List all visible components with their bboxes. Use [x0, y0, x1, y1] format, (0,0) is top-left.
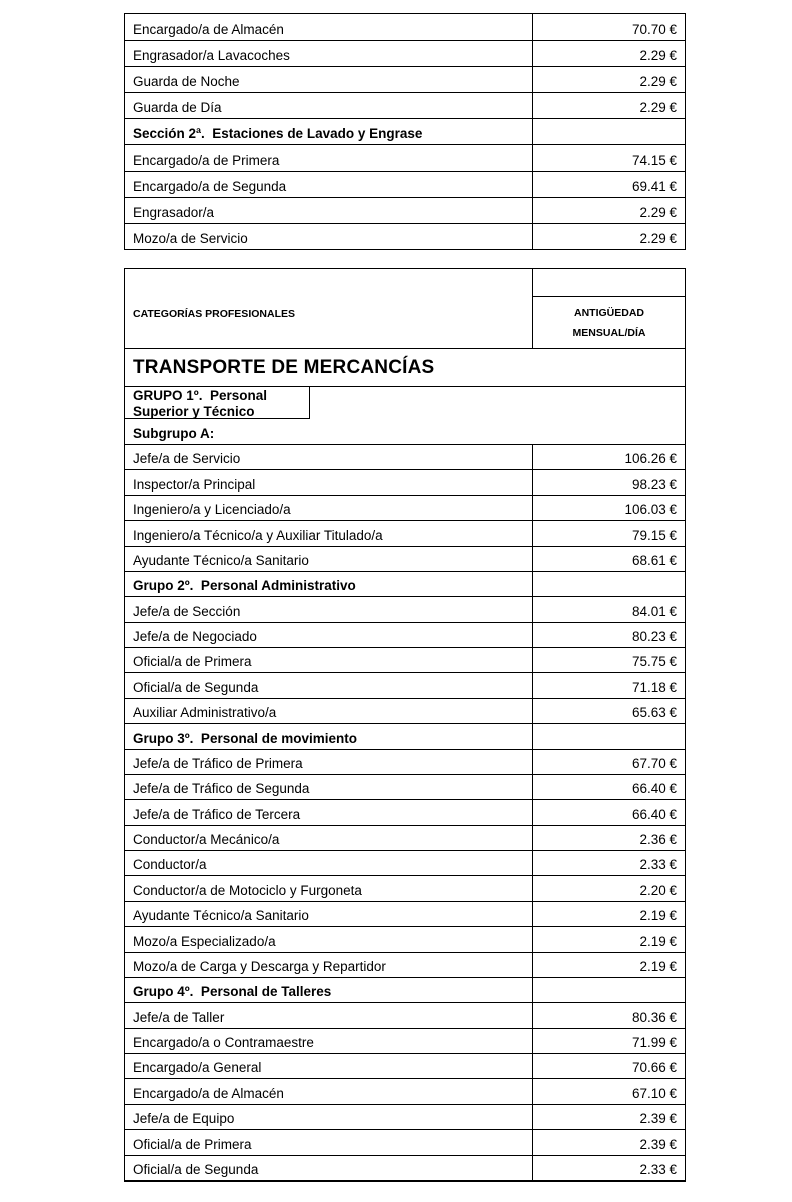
value-cell: 2.29 €	[639, 100, 677, 116]
table-row	[125, 92, 685, 118]
table-row	[125, 520, 685, 545]
value-cell: 65.63 €	[631, 705, 677, 721]
value-cell	[533, 978, 685, 1002]
category-cell: Jefe/a de Servicio	[125, 445, 533, 469]
category-cell: Jefe/a de Taller	[125, 1003, 533, 1027]
category-cell: Mozo/a de Carga y Descarga y Repartidor	[125, 953, 533, 977]
category-cell: Mozo/a de Servicio	[125, 224, 533, 249]
value-cell: 2.29 €	[639, 74, 677, 90]
category-cell: Mozo/a Especializado/a	[125, 927, 533, 951]
table-row	[125, 144, 685, 170]
table-row	[125, 850, 685, 875]
table-row	[125, 774, 685, 799]
table-row	[125, 952, 685, 977]
value-cell: 70.70 €	[631, 22, 677, 38]
antiguedad-line2: MENSUAL/DÍA	[572, 326, 646, 339]
table-row	[125, 875, 685, 900]
value-cell: 66.40 €	[631, 781, 677, 797]
category-cell: Engrasador/a	[125, 198, 533, 223]
value-cell: 2.20 €	[639, 882, 677, 898]
table-row	[125, 596, 685, 621]
value-cell: 80.36 €	[631, 1009, 677, 1025]
table-row	[125, 1028, 685, 1053]
category-cell: Conductor/a Mecánico/a	[125, 826, 533, 850]
category-cell: Auxiliar Administrativo/a	[125, 699, 533, 723]
value-cell: 67.10 €	[631, 1085, 677, 1101]
table-row	[125, 546, 685, 571]
category-cell: Ayudante Técnico/a Sanitario	[125, 547, 533, 571]
category-cell: Encargado/a de Primera	[125, 145, 533, 170]
category-cell: Oficial/a de Primera	[125, 1130, 533, 1154]
category-cell: Conductor/a de Motociclo y Furgoneta	[125, 876, 533, 900]
table-row	[125, 901, 685, 926]
category-cell: Inspector/a Principal	[125, 470, 533, 494]
value-cell: 106.26 €	[624, 451, 677, 467]
value-cell: 84.01 €	[631, 603, 677, 619]
category-cell: Ingeniero/a Técnico/a y Auxiliar Titulado/a	[125, 521, 533, 545]
category-cell: Jefe/a de Negociado	[125, 623, 533, 647]
column-header-antiguedad	[533, 269, 685, 348]
value-cell: 66.40 €	[631, 806, 677, 822]
category-cell: Guarda de Noche	[125, 67, 533, 92]
value-cell: 2.33 €	[639, 857, 677, 873]
table-row	[125, 444, 685, 469]
table-title: TRANSPORTE DE MERCANCÍAS	[125, 348, 685, 386]
value-cell: 2.19 €	[639, 958, 677, 974]
value-cell: 2.29 €	[639, 204, 677, 220]
table-row	[125, 1129, 685, 1154]
category-cell: Oficial/a de Segunda	[125, 673, 533, 697]
category-cell: Oficial/a de Segunda	[125, 1156, 533, 1180]
table-row	[125, 171, 685, 197]
column-header-categories-label: CATEGORÍAS PROFESIONALES	[133, 307, 295, 320]
category-cell: Oficial/a de Primera	[125, 648, 533, 672]
antiguedad-line1: ANTIGÜEDAD	[574, 307, 644, 320]
value-cell: 79.15 €	[631, 527, 677, 543]
value-cell: 106.03 €	[624, 502, 677, 518]
value-cell: 2.19 €	[639, 933, 677, 949]
table-row	[125, 1104, 685, 1129]
subgroup-a-row: Subgrupo A:	[133, 426, 215, 441]
value-cell: 2.39 €	[639, 1136, 677, 1152]
column-header-antiguedad-label	[533, 297, 685, 348]
value-cell: 2.39 €	[639, 1111, 677, 1127]
value-cell: 68.61 €	[631, 552, 677, 568]
value-cell: 67.70 €	[631, 755, 677, 771]
table-header-row	[125, 269, 685, 348]
category-cell: Jefe/a de Tráfico de Primera	[125, 750, 533, 774]
table-row	[125, 926, 685, 951]
wage-table-main-rows	[125, 444, 685, 1180]
category-cell: Jefe/a de Tráfico de Tercera	[125, 800, 533, 824]
wage-table-main	[124, 268, 686, 1182]
value-cell: 80.23 €	[631, 629, 677, 644]
column-header-categories	[125, 269, 533, 348]
category-cell: Engrasador/a Lavacoches	[125, 41, 533, 66]
category-cell: Encargado/a General	[125, 1054, 533, 1078]
header-empty-cell	[533, 269, 685, 297]
value-cell	[533, 724, 685, 748]
value-cell	[533, 119, 685, 144]
table-row	[125, 622, 685, 647]
category-cell: Jefe/a de Sección	[125, 597, 533, 621]
group1-label-cell: GRUPO 1º. Personal Superior y Técnico	[125, 387, 310, 419]
table-row	[125, 1053, 685, 1078]
category-cell: Sección 2ª. Estaciones de Lavado y Engrase	[125, 119, 533, 144]
table-row	[125, 1078, 685, 1103]
value-cell: 71.18 €	[631, 679, 677, 695]
table-row	[125, 1155, 685, 1180]
value-cell: 75.75 €	[631, 654, 677, 670]
value-cell: 70.66 €	[631, 1060, 677, 1076]
category-cell: Jefe/a de Tráfico de Segunda	[125, 775, 533, 799]
value-cell: 2.33 €	[639, 1161, 677, 1177]
section-header-row	[125, 118, 685, 144]
category-cell: Encargado/a de Almacén	[125, 1079, 533, 1103]
category-cell: Encargado/a de Almacén	[125, 14, 533, 40]
table-row	[125, 14, 685, 40]
table-row	[125, 66, 685, 92]
table-row	[125, 647, 685, 672]
table-row	[125, 799, 685, 824]
value-cell: 98.23 €	[631, 476, 677, 492]
group1-header-row	[125, 386, 685, 419]
category-cell: Grupo 4º. Personal de Talleres	[125, 978, 533, 1002]
section-header-row	[125, 571, 685, 596]
table-row	[125, 672, 685, 697]
table-row	[125, 469, 685, 494]
value-cell: 69.41 €	[631, 178, 677, 194]
category-cell: Ayudante Técnico/a Sanitario	[125, 902, 533, 926]
category-cell: Ingeniero/a y Licenciado/a	[125, 496, 533, 520]
section-header-row	[125, 723, 685, 748]
wage-table-top	[124, 13, 686, 250]
category-cell: Grupo 3º. Personal de movimiento	[125, 724, 533, 748]
value-cell: 2.19 €	[639, 908, 677, 924]
value-cell	[533, 572, 685, 596]
table-row	[125, 1002, 685, 1027]
table-row	[125, 223, 685, 249]
category-cell: Grupo 2º. Personal Administrativo	[125, 572, 533, 596]
value-cell: 2.29 €	[639, 230, 677, 246]
wage-table-top-rows	[125, 14, 685, 249]
value-cell: 2.36 €	[639, 832, 677, 847]
category-cell: Encargado/a de Segunda	[125, 172, 533, 197]
table-row	[125, 698, 685, 723]
table-row	[125, 197, 685, 223]
value-cell: 74.15 €	[631, 152, 677, 168]
category-cell: Jefe/a de Equipo	[125, 1105, 533, 1129]
category-cell: Encargado/a o Contramaestre	[125, 1029, 533, 1053]
category-cell: Guarda de Día	[125, 93, 533, 118]
table-row	[125, 749, 685, 774]
table-row	[125, 40, 685, 66]
category-cell: Conductor/a	[125, 851, 533, 875]
section-header-row	[125, 977, 685, 1002]
table-row	[125, 825, 685, 850]
value-cell: 2.29 €	[639, 48, 677, 64]
table-row	[125, 495, 685, 520]
value-cell: 71.99 €	[631, 1035, 677, 1050]
